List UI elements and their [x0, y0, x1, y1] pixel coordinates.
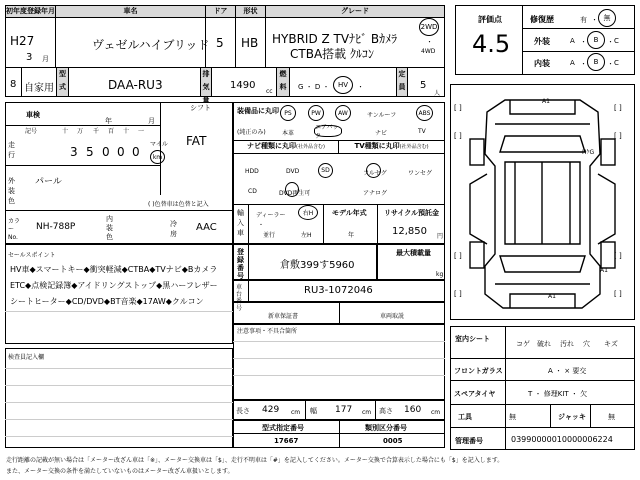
interior-dot-1: ・ — [580, 60, 587, 68]
category-value: 0005 — [383, 437, 403, 445]
left-handle-text: 左H — [301, 232, 312, 239]
rt-rule-4 — [450, 427, 635, 428]
inspector-line-2 — [5, 385, 233, 386]
drive-dot: ・ — [426, 38, 433, 46]
oneseg-text: ワンセグ — [408, 170, 433, 177]
car-check-month: 月 — [148, 117, 155, 125]
interior-label: 内装 — [534, 59, 550, 68]
exterior-c: C — [614, 37, 619, 45]
cd-text: CD — [248, 188, 257, 195]
glass-value: A ・ × 要交 — [548, 367, 587, 375]
drive-4wd: 4WD — [421, 48, 436, 55]
leather-text: 本革 — [282, 130, 295, 137]
unit-3: 千 — [93, 128, 100, 135]
mileage-rule-2 — [5, 165, 160, 166]
mgmt-value: 03990000010000006224 — [511, 435, 613, 444]
navi-sub-text: (社外品含む) — [296, 144, 325, 150]
grade-line1: HYBRID Z TVﾅﾋﾞ Bｶﾒﾗ — [272, 32, 398, 46]
type-rule — [233, 433, 445, 434]
exterior-color-label: 外装色 — [8, 177, 15, 205]
car-name-header: 車名 — [56, 6, 206, 18]
color-code-label: カラー No. — [8, 218, 21, 241]
doors-value: 5 — [216, 36, 224, 50]
score-rule-2 — [522, 51, 635, 52]
capacity-unit: 人 — [434, 90, 441, 97]
notes-line-3 — [233, 375, 445, 376]
category-label: 類別区分番号 — [365, 424, 407, 432]
width-unit: cm — [362, 409, 372, 416]
reg-divider — [248, 244, 249, 280]
fuel-label — [276, 68, 290, 96]
type-label: 型式指定番号 — [262, 424, 304, 432]
diagram-label-a1-right: A1 — [600, 267, 608, 274]
type-value: 17667 — [274, 437, 299, 445]
displacement-label-text: 排気量 — [202, 70, 210, 104]
bracket-2: [ ] — [614, 104, 622, 112]
airbag-circle — [314, 124, 342, 140]
chassis-label: 車台番号 — [236, 284, 243, 312]
equipment-sub: (純正のみ) — [237, 129, 266, 136]
dvd-play-text: DVD再生可 — [279, 190, 311, 197]
spare-label: スペアタイヤ — [454, 390, 496, 398]
sales-rule — [5, 311, 233, 312]
fuel-options: G ・ D ・ — [298, 83, 330, 91]
import-divider — [248, 204, 249, 244]
unit-4: 百 — [108, 128, 115, 135]
repair-label: 修復歴 — [530, 15, 554, 24]
spare-value: T ・ 修理KIT ・ 欠 — [528, 390, 588, 398]
seat-item-2: 破れ — [537, 340, 551, 348]
jack-value: 無 — [608, 413, 615, 421]
dealer-text: ディーラー — [256, 212, 286, 219]
reg-year-header: 初年度登録年月 — [6, 6, 56, 18]
bracket-1: [ ] — [454, 104, 462, 112]
reg-month-unit: 月 — [42, 55, 49, 63]
type-div — [339, 420, 340, 448]
recycle-yen: 円 — [437, 233, 444, 240]
sales-points-label: セールスポイント — [8, 252, 56, 259]
seat-item-5: キズ — [604, 340, 618, 348]
right-handle-circle: 右H — [298, 205, 318, 220]
digit-3: 0 — [102, 145, 110, 159]
recycle-divider — [377, 204, 378, 244]
load-section — [377, 244, 445, 280]
airbag-text: エアバック — [315, 124, 339, 140]
km-circle: km — [150, 150, 165, 164]
grade-header: グレード — [266, 6, 444, 18]
paint-note: ( )色替車は色替と記入 — [148, 201, 209, 208]
tv-sub-text: (社外品含む) — [399, 144, 429, 150]
doors-header: ドア — [206, 6, 236, 18]
displacement-label — [200, 68, 212, 104]
unit-2: 万 — [77, 128, 84, 135]
rt-tools-div — [550, 404, 551, 427]
exterior-dot-2: ・ — [607, 38, 614, 46]
bracket-7: [ ] — [454, 290, 462, 298]
car-diagram — [450, 84, 635, 320]
glass-label: フロントガラス — [454, 367, 503, 375]
dealer-dot: ・ — [258, 222, 265, 229]
model-label — [57, 68, 69, 96]
model-label-text: 型式 — [59, 70, 66, 91]
sales-line-2: ETC◆点検記録簿◆アイドリングストップ◆黒ハーフレザー — [10, 281, 218, 290]
height-value: 160 — [404, 405, 422, 415]
shift-label: シフト — [190, 104, 211, 112]
registration-label: 登録番号 — [237, 248, 244, 280]
mileage-unit-row — [5, 126, 160, 135]
running-label: 走行 — [8, 141, 15, 159]
interior-c: C — [614, 59, 619, 67]
inspector-line-5 — [5, 436, 233, 437]
width-value: 177 — [335, 405, 353, 415]
fuel-label-text: 燃料 — [279, 70, 287, 91]
fuel-hv-circle: HV — [333, 76, 353, 94]
diagram-label-a1-lower: A1 — [548, 293, 556, 300]
aircon-label: 冷房 — [170, 220, 177, 238]
dim-div-1 — [305, 400, 306, 420]
sales-line-3: シートヒーター◆CD/DVD◆BT音楽◆17AW◆クルコン — [10, 297, 204, 306]
rt-div-v — [505, 326, 506, 450]
bracket-5: [ ] — [454, 252, 462, 260]
import-label: 輸入車 — [237, 209, 244, 237]
width-label: 幅 — [310, 407, 317, 415]
digit-1: 3 — [70, 145, 78, 159]
tv-text: TV — [418, 128, 426, 135]
recycle-label: リサイクル預託金 — [384, 209, 440, 217]
inspector-label: 検査員記入欄 — [8, 354, 45, 361]
tv-label-text: TV種類に丸印 — [354, 142, 400, 150]
tv-header — [339, 141, 444, 154]
inspector-line-1 — [5, 368, 233, 369]
row2-num: 8 — [10, 79, 17, 90]
digit-2: 5 — [86, 145, 94, 159]
exterior-dot-1: ・ — [580, 38, 587, 46]
exterior-a: A — [570, 37, 575, 45]
notes-label: 注意事項・不具合箇所 — [237, 328, 298, 335]
capacity-value: 5 — [420, 80, 427, 91]
tools-value: 無 — [509, 413, 516, 421]
handle-divider — [323, 204, 324, 244]
jack-label: ジャッキ — [558, 413, 586, 421]
max-load-label: 最大積載量 — [396, 249, 431, 257]
seat-item-4: 穴 — [583, 340, 590, 348]
row2-divider-1 — [21, 68, 22, 97]
bracket-3: [ ] — [454, 132, 462, 140]
mgmt-label: 管理番号 — [455, 437, 483, 445]
max-load-unit: kg — [436, 271, 444, 278]
capacity-label — [396, 68, 408, 96]
repair-ari: 有 — [580, 16, 587, 24]
model-year-unit: 年 — [348, 232, 355, 239]
inspector-line-3 — [5, 402, 233, 403]
height-unit: cm — [431, 409, 441, 416]
length-unit: cm — [291, 409, 301, 416]
rt-rule-3 — [450, 404, 635, 405]
rt-rule-2 — [450, 380, 635, 381]
seat-item-1: コゲ — [516, 340, 530, 348]
fullseg-circle — [366, 163, 381, 178]
height-label: 高さ — [379, 407, 393, 415]
digit-4: 0 — [117, 145, 125, 159]
recycle-value: 12,850 — [392, 226, 427, 237]
footer-line-1: 走行距離の記載が無い場合は「メーター改ざん車は「※」、メーター交換車は「$」、走行不明車は「#」を記入してください。メーター交換で合算表示した場合にも「$」を記入します。 — [6, 457, 504, 464]
exterior-b-circle: B — [587, 31, 605, 49]
displacement-value: 1490 — [230, 80, 256, 91]
ps-circle: PS — [280, 105, 296, 121]
fuel-trailing-dot: ・ — [357, 83, 364, 91]
color-code-value: NH-788P — [36, 222, 76, 232]
score-value: 4.5 — [472, 30, 511, 58]
model-value: DAA-RU3 — [108, 78, 163, 92]
length-value: 429 — [262, 405, 280, 415]
footer-line-2: また、メーター交換の条件を満たしていないものはメーター改ざん車扱いとします。 — [6, 468, 234, 475]
interior-dot-2: ・ — [607, 60, 614, 68]
unit-1: 十 — [62, 128, 69, 135]
diagram-label-hg: HｹG — [582, 149, 595, 156]
score-label: 評価点 — [478, 15, 502, 24]
mileage-rule-3 — [5, 210, 233, 211]
car-check-label: 車検 — [26, 111, 40, 119]
tools-label: 工具 — [458, 413, 472, 421]
vehicle-manual: 車両取説 — [380, 313, 405, 320]
use-value: 自家用 — [24, 83, 54, 94]
drive-2wd-circle: 2WD — [419, 18, 439, 36]
rt-rule-1 — [450, 358, 635, 359]
seat-item-3: 汚れ — [560, 340, 574, 348]
chassis-value: RU3-1072046 — [304, 285, 373, 296]
car-name-value: ヴェゼルハイブリッド — [92, 38, 210, 52]
bracket-8: [ ] — [614, 290, 622, 298]
sd-circle: SD — [318, 163, 333, 178]
aw-circle: AW — [335, 105, 351, 121]
exterior-label: 外装 — [534, 37, 550, 46]
fullseg-text: フルセグ — [363, 170, 387, 177]
inspector-section — [5, 348, 233, 448]
interior-a: A — [570, 59, 575, 67]
mile-label: マイル — [150, 141, 168, 148]
inspector-line-4 — [5, 419, 233, 420]
rt-jack-div — [590, 404, 591, 427]
registration-value: 倉敷399す5960 — [280, 260, 355, 271]
navi-text: ナビ — [375, 130, 388, 137]
repair-dot: ・ — [591, 16, 598, 24]
abs-circle: ABS — [416, 105, 433, 121]
notes-line-1 — [233, 341, 445, 342]
notes-line-2 — [233, 358, 445, 359]
grade-line2: CTBA搭載 ｸﾙｺﾝ — [290, 47, 374, 61]
pw-circle: PW — [308, 105, 324, 121]
exterior-color-value: パール — [35, 177, 62, 187]
analog-text: アナログ — [363, 190, 388, 197]
equip-rule-2 — [233, 204, 445, 205]
unit-5: 十 — [123, 128, 130, 135]
length-label: 長さ — [236, 407, 250, 415]
capacity-label-text: 定員 — [398, 70, 406, 91]
bracket-6: [ ] — [614, 252, 622, 260]
sunroof-text: サンルーフ — [367, 112, 397, 119]
bracket-4: [ ] — [614, 132, 622, 140]
displacement-unit: cc — [266, 88, 273, 95]
diagram-label-a1-top: A1 — [542, 98, 550, 105]
navi-label-text: ナビ種類に丸印 — [247, 142, 297, 150]
aircon-value: AAC — [196, 222, 217, 233]
navi-header — [234, 141, 339, 154]
repair-nashi-circle: 無 — [598, 9, 616, 27]
unit-6: 一 — [138, 128, 145, 135]
interior-color-label: 内装色 — [106, 215, 113, 241]
mileage-divider-v — [160, 102, 161, 195]
dim-div-2 — [375, 400, 376, 420]
reg-month-value: 3 — [26, 52, 33, 63]
hdd-text: HDD — [245, 168, 259, 175]
sales-points-section — [5, 244, 233, 344]
equipment-label: 装備品に丸印 — [237, 107, 279, 115]
parallel-text: 並行 — [263, 232, 276, 239]
record-label: 記号 — [25, 128, 38, 135]
warranty-divider — [339, 302, 340, 324]
digit-5: 0 — [132, 145, 140, 159]
chassis-divider — [248, 280, 249, 302]
notes-section — [233, 324, 445, 400]
dvd-play-circle — [285, 182, 299, 197]
shape-header: 形状 — [236, 6, 266, 18]
new-car-warranty: 新車保証書 — [268, 313, 299, 320]
seat-label: 室内シート — [455, 335, 490, 343]
model-year-label: モデル年式 — [332, 209, 367, 217]
shift-value: FAT — [186, 134, 207, 148]
sales-line-1: HV車◆スマートキー◆衝突軽減◆CTBA◆TVナビ◆Bカメラ — [10, 265, 218, 274]
score-divider — [522, 5, 523, 75]
reg-year-value: H27 — [10, 34, 35, 48]
interior-b-circle: B — [587, 53, 605, 71]
score-rule-1 — [522, 28, 635, 29]
shape-value: HB — [241, 36, 259, 50]
car-check-year: 年 — [105, 117, 112, 125]
dvd-text: DVD — [286, 168, 300, 175]
